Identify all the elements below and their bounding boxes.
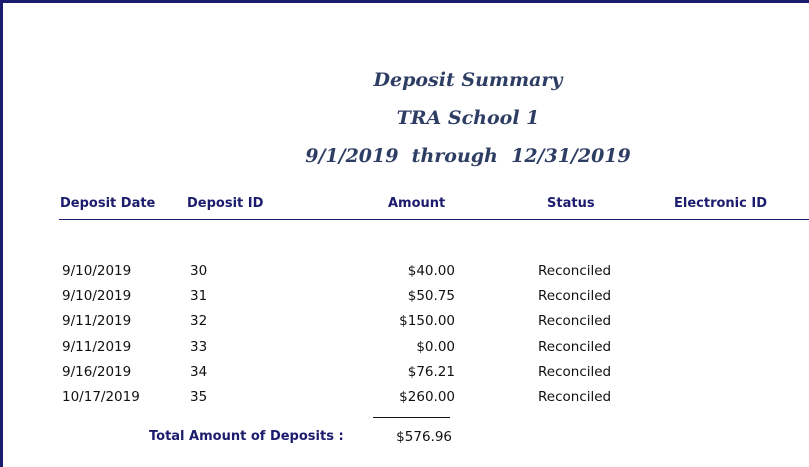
deposit-id-cell: 30 xyxy=(190,263,208,279)
deposit-date-cell: 9/10/2019 xyxy=(62,263,132,279)
report-title: Deposit Summary xyxy=(373,69,563,91)
header-divider xyxy=(59,219,809,220)
status-cell: Reconciled xyxy=(538,364,612,380)
column-header-deposit-date: Deposit Date xyxy=(60,196,156,211)
deposit-id-cell: 35 xyxy=(190,389,208,405)
amount-cell: $76.21 xyxy=(407,364,455,380)
amount-cell: $260.00 xyxy=(399,389,455,405)
status-cell: Reconciled xyxy=(538,339,612,355)
deposit-date-cell: 9/11/2019 xyxy=(62,313,132,329)
amount-cell: $40.00 xyxy=(407,263,455,279)
total-divider xyxy=(373,417,450,418)
deposit-date-cell: 9/10/2019 xyxy=(62,288,132,304)
deposit-id-cell: 32 xyxy=(190,313,208,329)
column-header-deposit-id: Deposit ID xyxy=(187,196,264,211)
status-cell: Reconciled xyxy=(538,263,612,279)
table-row xyxy=(3,313,809,335)
amount-cell: $0.00 xyxy=(416,339,455,355)
table-row xyxy=(3,339,809,361)
report-school: TRA School 1 xyxy=(396,107,540,129)
table-row xyxy=(3,364,809,386)
status-cell: Reconciled xyxy=(538,313,612,329)
deposit-id-cell: 34 xyxy=(190,364,208,380)
status-cell: Reconciled xyxy=(538,389,612,405)
table-row xyxy=(3,288,809,310)
deposit-id-cell: 33 xyxy=(190,339,208,355)
table-row xyxy=(3,389,809,411)
deposit-date-cell: 9/11/2019 xyxy=(62,339,132,355)
deposit-date-cell: 9/16/2019 xyxy=(62,364,132,380)
column-header-status: Status xyxy=(547,196,595,211)
table-row xyxy=(3,263,809,285)
total-value: $576.96 xyxy=(396,429,452,445)
column-header-electronic-id: Electronic ID xyxy=(674,196,767,211)
deposit-id-cell: 31 xyxy=(190,288,208,304)
report-date-range: 9/1/2019 through 12/31/2019 xyxy=(305,145,631,167)
deposit-date-cell: 10/17/2019 xyxy=(62,389,140,405)
column-header-amount: Amount xyxy=(388,196,446,211)
total-label: Total Amount of Deposits : xyxy=(149,429,344,444)
status-cell: Reconciled xyxy=(538,288,612,304)
amount-cell: $50.75 xyxy=(407,288,455,304)
amount-cell: $150.00 xyxy=(399,313,455,329)
